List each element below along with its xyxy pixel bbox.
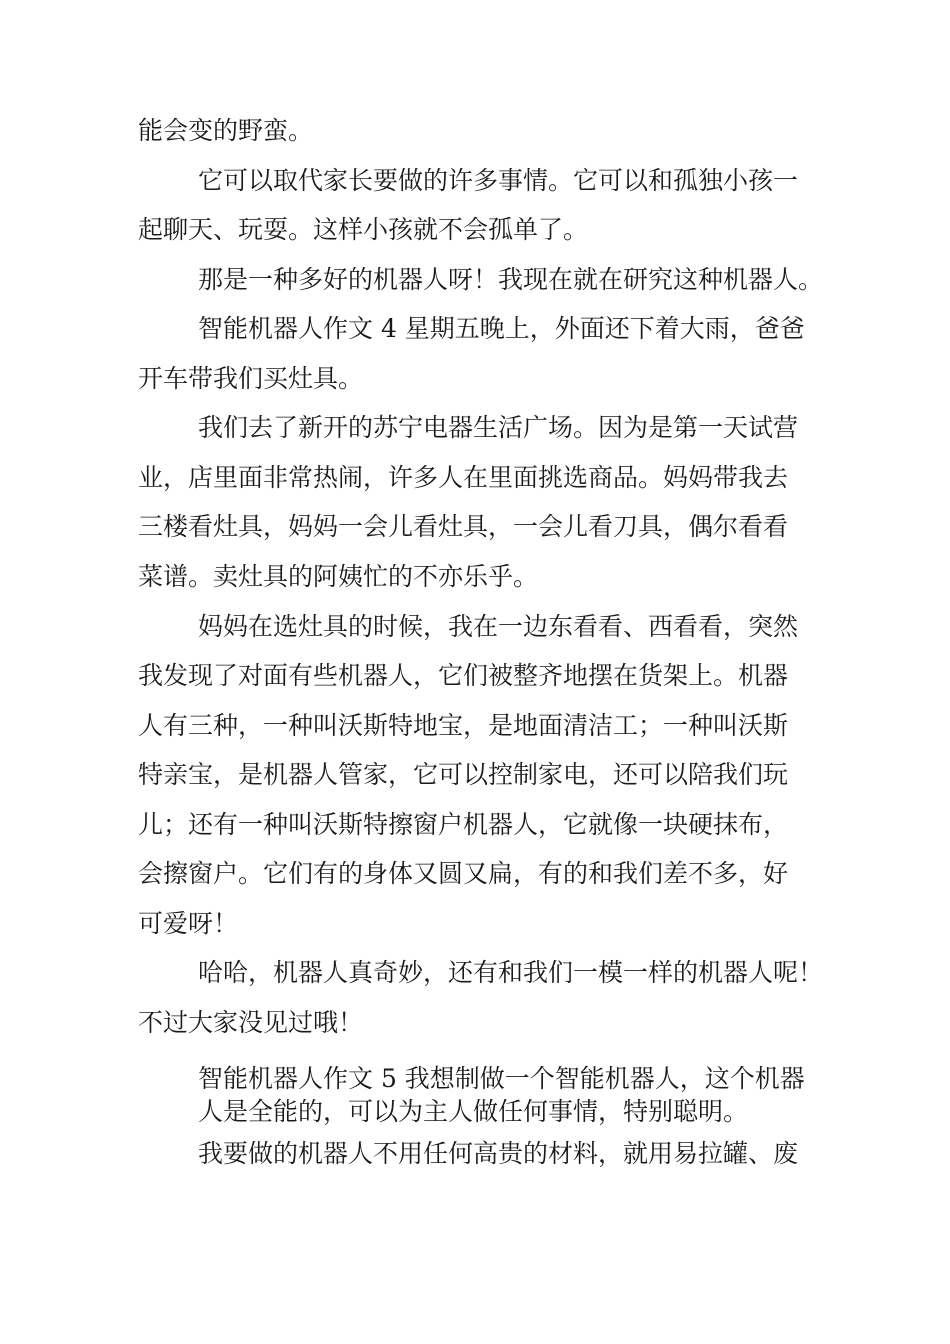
text-line: 特亲宝，是机器人管家，它可以控制家电，还可以陪我们玩 [138,760,789,789]
paragraph-first-line: 智能机器人作文 4 星期五晚上，外面还下着大雨，爸爸 [198,314,805,343]
text-line: 能会变的野蛮。 [138,116,314,145]
text-line: 会擦窗户。它们有的身体又圆又扁，有的和我们差不多，好 [138,859,789,888]
text-line: 菜谱。卖灶具的阿姨忙的不亦乐乎。 [138,562,539,591]
paragraph-first-line: 我们去了新开的苏宁电器生活广场。因为是第一天试营 [198,413,799,442]
text-line: 人是全能的，可以为主人做任何事情，特别聪明。 [198,1097,749,1126]
paragraph-first-line: 我要做的机器人不用任何高贵的材料，就用易拉罐、废 [198,1139,799,1168]
paragraph-first-line: 它可以取代家长要做的许多事情。它可以和孤独小孩一 [198,166,799,195]
paragraph-first-line: 智能机器人作文 5 我想制做一个智能机器人，这个机器 [198,1064,805,1093]
text-line: 开车带我们买灶具。 [138,364,364,393]
text-line: 业，店里面非常热闹，许多人在里面挑选商品。妈妈带我去 [138,463,789,492]
text-line: 三楼看灶具，妈妈一会儿看灶具，一会儿看刀具，偶尔看看 [138,512,789,541]
text-line: 儿；还有一种叫沃斯特擦窗户机器人，它就像一块硬抹布， [138,810,789,839]
text-line: 人有三种，一种叫沃斯特地宝，是地面清洁工；一种叫沃斯 [138,711,789,740]
text-line: 我发现了对面有些机器人，它们被整齐地摆在货架上。机器 [138,661,789,690]
text-line: 不过大家没见过哦！ [138,1008,364,1037]
paragraph-first-line: 哈哈，机器人真奇妙，还有和我们一模一样的机器人呢！ [198,958,824,987]
paragraph-first-line: 那是一种多好的机器人呀！我现在就在研究这种机器人。 [198,265,824,294]
text-line: 起聊天、玩耍。这样小孩就不会孤单了。 [138,215,589,244]
paragraph-first-line: 妈妈在选灶具的时候，我在一边东看看、西看看，突然 [198,612,799,641]
text-line: 可爱呀！ [138,909,239,938]
